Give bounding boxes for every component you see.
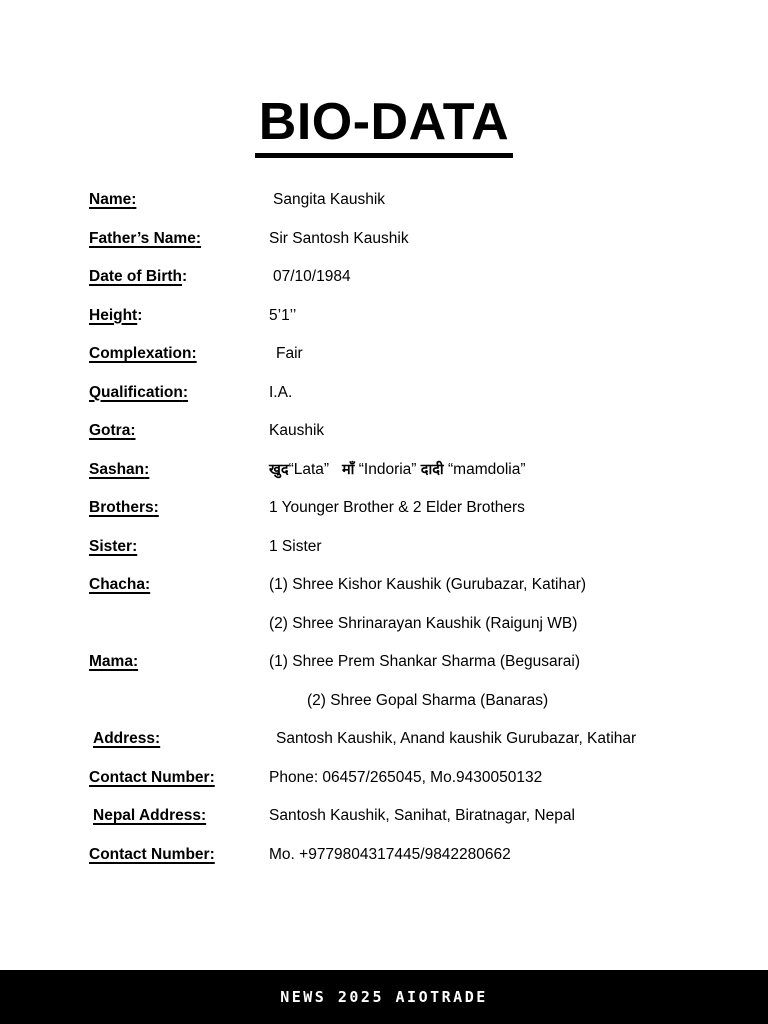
- field-row-address: [0, 729, 768, 768]
- field-row-nepal-address: [0, 806, 768, 845]
- field-row-brothers: [0, 498, 768, 537]
- field-label-mama: Mama:: [89, 653, 139, 670]
- field-label-address-text: Address: [93, 730, 156, 747]
- sashan-mother-name: “Indoria”: [358, 460, 417, 478]
- field-label-name-text: Name: [89, 191, 132, 208]
- field-label-gotra: Gotra:: [89, 422, 136, 439]
- field-label-name: Name:: [89, 191, 137, 208]
- field-value-date-of-birth: 07/10/1984: [273, 268, 351, 285]
- field-label-height: Height:: [89, 306, 143, 324]
- field-value-mama-2: (2) Shree Gopal Sharma (Banaras): [307, 691, 549, 709]
- sashan-mother-label: माँ: [341, 461, 355, 478]
- field-row-chacha-continued: [0, 614, 768, 653]
- field-label-gotra-text: Gotra: [89, 422, 131, 439]
- field-value-sister: 1 Sister: [269, 537, 322, 555]
- field-value-address: Santosh Kaushik, Anand kaushik Gurubazar, Katihar: [276, 730, 637, 747]
- field-value-sashan: [269, 460, 526, 480]
- field-row-date-of-birth: [0, 267, 768, 306]
- field-label-sashan: Sashan:: [89, 460, 150, 478]
- field-value-mama-1: (1) Shree Prem Shankar Sharma (Begusarai): [269, 653, 580, 670]
- field-row-mama-continued: [0, 691, 768, 730]
- field-label-nepal-contact-number: Contact Number:: [89, 845, 215, 863]
- footer-watermark-text: NEWS 2025 AIOTRADE: [280, 988, 488, 1006]
- field-label-sister-text: Sister: [89, 537, 133, 555]
- field-label-height-text: Height: [89, 306, 138, 324]
- field-value-complexation: Fair: [276, 345, 303, 362]
- field-label-mama-text: Mama: [89, 653, 133, 670]
- field-row-gotra: [0, 421, 768, 460]
- field-value-chacha-2: (2) Shree Shrinarayan Kaushik (Raigunj WB): [269, 614, 578, 632]
- field-value-nepal-contact-number: Mo. +9779804317445/9842280662: [269, 845, 511, 863]
- field-label-fathers-name: Father’s Name:: [89, 229, 201, 247]
- field-label-fathers-name-text: Father’s Name: [89, 229, 196, 247]
- field-label-complexation: Complexation:: [89, 345, 197, 362]
- field-label-qualification: Qualification:: [89, 383, 189, 401]
- field-value-gotra: Kaushik: [269, 422, 325, 439]
- title-block: [0, 95, 768, 158]
- fields-list: [0, 190, 768, 883]
- sashan-grandmother-name: “mamdolia”: [448, 460, 526, 478]
- field-label-date-of-birth: Date of Birth:: [89, 268, 188, 285]
- field-row-mama: [0, 652, 768, 691]
- field-label-chacha: Chacha:: [89, 576, 151, 593]
- field-label-date-of-birth-text: Date of Birth: [89, 268, 182, 285]
- field-value-fathers-name: Sir Santosh Kaushik: [269, 229, 409, 247]
- field-row-qualification: [0, 383, 768, 422]
- field-label-address: Address:: [93, 730, 161, 747]
- field-label-complexation-text: Complexation: [89, 345, 192, 362]
- field-label-contact-number-text: Contact Number: [89, 768, 210, 786]
- field-value-chacha-1: (1) Shree Kishor Kaushik (Gurubazar, Katihar): [269, 576, 587, 593]
- field-row-nepal-contact-number: [0, 845, 768, 884]
- field-row-name: [0, 190, 768, 229]
- field-row-sashan: [0, 460, 768, 499]
- field-row-contact-number: [0, 768, 768, 807]
- field-label-chacha-text: Chacha: [89, 576, 145, 593]
- field-label-contact-number: Contact Number:: [89, 768, 215, 786]
- field-value-height: 5’1’’: [269, 306, 297, 324]
- sashan-self-name: “Lata”: [288, 460, 330, 478]
- field-value-nepal-address: Santosh Kaushik, Sanihat, Biratnagar, Nepal: [269, 807, 575, 824]
- field-label-brothers: Brothers:: [89, 499, 159, 516]
- field-label-brothers-text: Brothers: [89, 499, 154, 516]
- field-row-complexation: [0, 344, 768, 383]
- field-label-nepal-address-text: Nepal Address: [93, 807, 201, 824]
- footer-banner: [0, 970, 768, 1024]
- field-value-qualification: I.A.: [269, 383, 293, 401]
- field-row-height: [0, 306, 768, 345]
- field-label-sashan-text: Sashan: [89, 460, 145, 478]
- field-row-sister: [0, 537, 768, 576]
- sashan-grandmother-label: दादी: [420, 461, 444, 478]
- sashan-self-label: खुद: [269, 461, 289, 478]
- field-value-name: Sangita Kaushik: [273, 191, 386, 208]
- field-label-nepal-contact-number-text: Contact Number: [89, 845, 210, 863]
- field-row-fathers-name: [0, 229, 768, 268]
- field-value-brothers: 1 Younger Brother & 2 Elder Brothers: [269, 499, 525, 516]
- field-value-contact-number: Phone: 06457/265045, Mo.9430050132: [269, 768, 543, 786]
- page-title: BIO-DATA: [255, 95, 513, 158]
- field-row-chacha: [0, 575, 768, 614]
- field-label-sister: Sister:: [89, 537, 138, 555]
- field-label-qualification-text: Qualification: [89, 383, 183, 401]
- field-label-nepal-address: Nepal Address:: [93, 807, 207, 824]
